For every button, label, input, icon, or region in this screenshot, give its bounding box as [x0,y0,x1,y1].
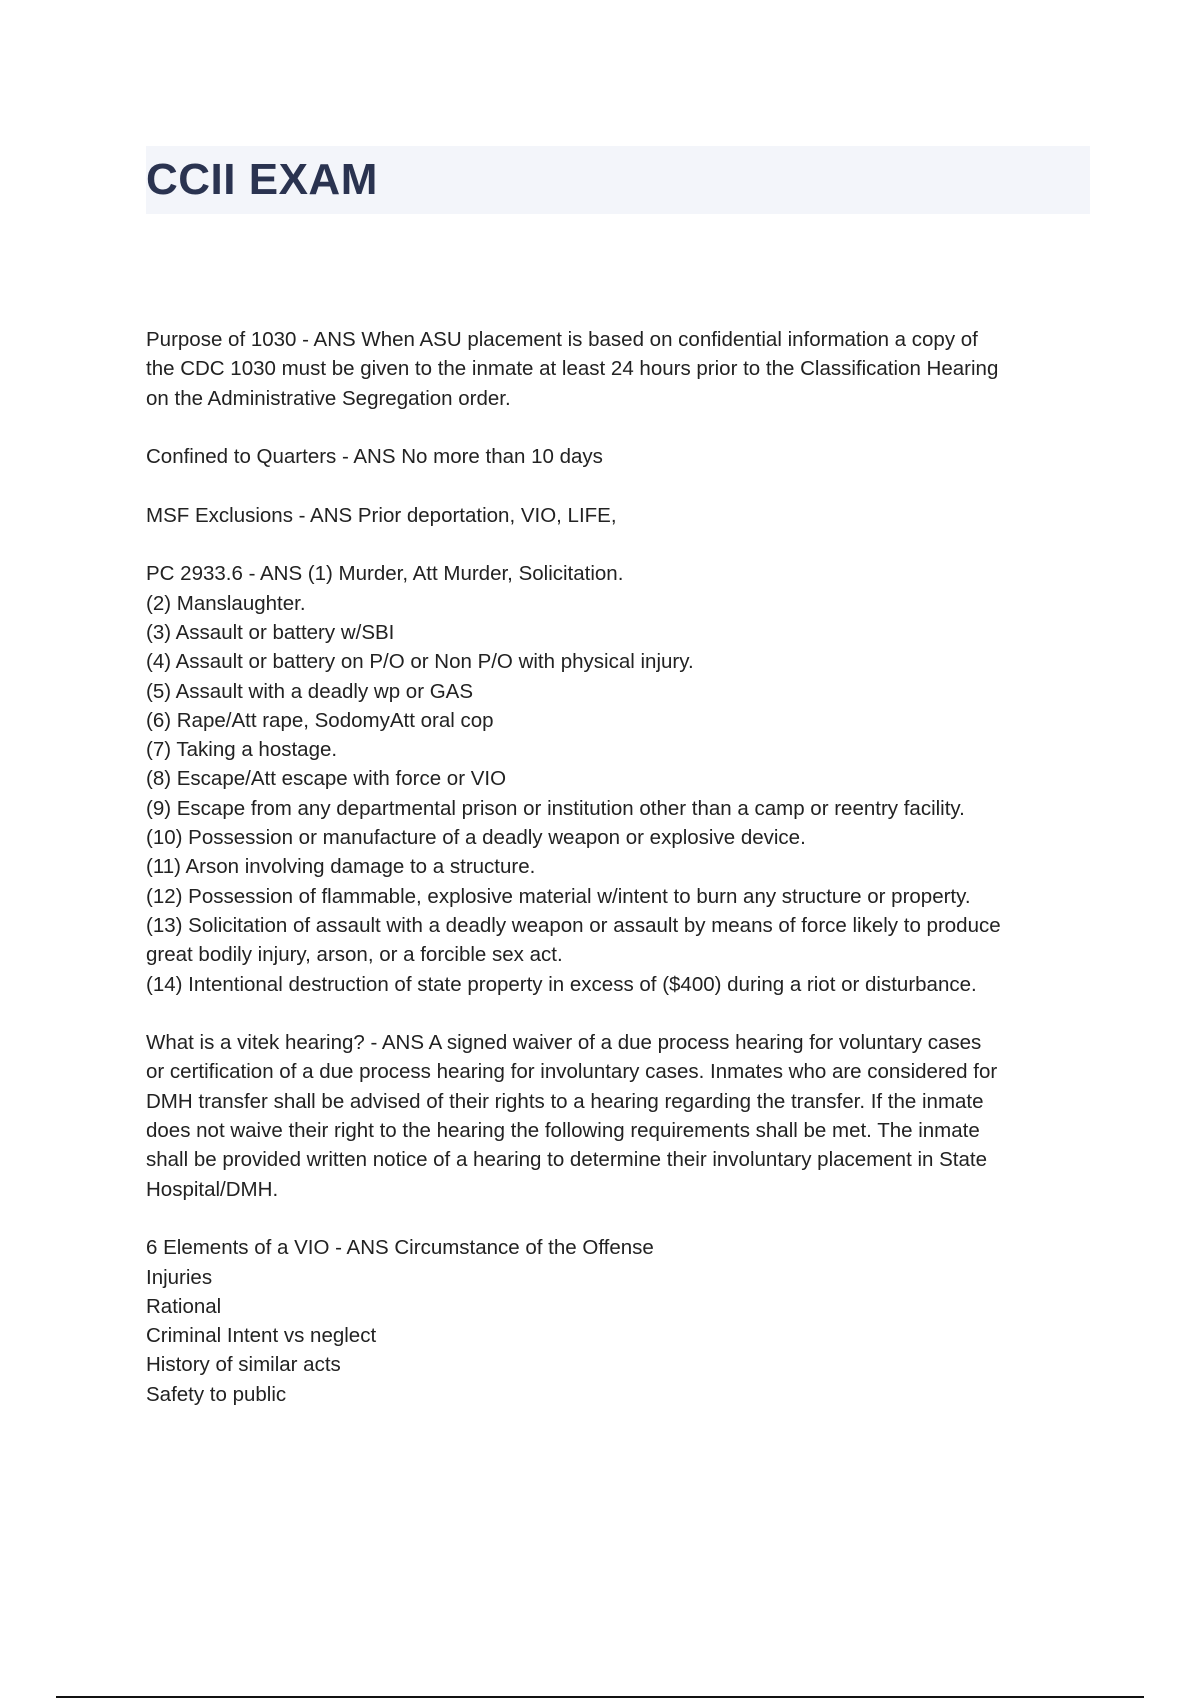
text-line: does not waive their right to the hearing the following requirements shall be met. The inmate [146,1119,980,1143]
qa-entry-elements-of-vio [146,1233,1096,1409]
title-banner [146,146,1090,214]
text-line: on the Administrative Segregation order. [146,386,511,410]
qa-entry-msf-exclusions [146,501,1096,530]
list-item: (4) Assault or battery on P/O or Non P/O with physical injury. [146,650,694,674]
text-line: PC 2933.6 - ANS (1) Murder, Att Murder, Solicitation. [146,562,624,586]
text-line: DMH transfer shall be advised of their rights to a hearing regarding the transfer. If the inmate [146,1089,984,1113]
qa-entry-pc-2933-6 [146,559,1096,998]
list-item: Criminal Intent vs neglect [146,1324,377,1348]
text-line: the CDC 1030 must be given to the inmate at least 24 hours prior to the Classification Hearing [146,357,999,381]
text-line: or certification of a due process hearing for involuntary cases. Inmates who are considered for [146,1060,998,1084]
list-item: great bodily injury, arson, or a forcible sex act. [146,943,563,967]
qa-entry-purpose-of-1030 [146,325,1096,413]
text-line: Hospital/DMH. [146,1177,279,1201]
list-item: (9) Escape from any departmental prison or institution other than a camp or reentry facility. [146,796,965,820]
list-item: (10) Possession or manufacture of a deadly weapon or explosive device. [146,826,806,850]
text-line: 6 Elements of a VIO - ANS Circumstance of the Offense [146,1236,654,1260]
page-title: CCII EXAM [146,155,378,204]
page-bottom-divider [56,1696,1144,1698]
list-item: History of similar acts [146,1353,341,1377]
list-item: (13) Solicitation of assault with a deadly weapon or assault by means of force likely to produce [146,913,1001,937]
list-item: (5) Assault with a deadly wp or GAS [146,679,474,703]
list-item: (11) Arson involving damage to a structure. [146,855,536,879]
text-line: What is a vitek hearing? - ANS A signed waiver of a due process hearing for voluntary cases [146,1031,982,1055]
list-item: (14) Intentional destruction of state property in excess of ($400) during a riot or disturbance. [146,972,977,996]
list-item: (12) Possession of flammable, explosive material w/intent to burn any structure or property. [146,884,971,908]
list-item: Injuries [146,1265,213,1289]
list-item: (6) Rape/Att rape, SodomyAtt oral cop [146,708,494,732]
list-item: Safety to public [146,1382,287,1406]
list-item: (3) Assault or battery w/SBI [146,620,395,644]
document-body [146,325,1096,1438]
list-item: Rational [146,1294,222,1318]
text-line: Confined to Quarters - ANS No more than 10 days [146,445,603,469]
text-line: Purpose of 1030 - ANS When ASU placement is based on confidential information a copy of [146,328,978,351]
list-item: (2) Manslaughter. [146,591,306,615]
list-item: (7) Taking a hostage. [146,738,338,762]
list-item: (8) Escape/Att escape with force or VIO [146,767,507,791]
text-line: MSF Exclusions - ANS Prior deportation, VIO, LIFE, [146,503,617,527]
qa-entry-confined-to-quarters [146,442,1096,471]
text-line: shall be provided written notice of a hearing to determine their involuntary placement in State [146,1148,987,1172]
qa-entry-vitek-hearing [146,1028,1096,1204]
